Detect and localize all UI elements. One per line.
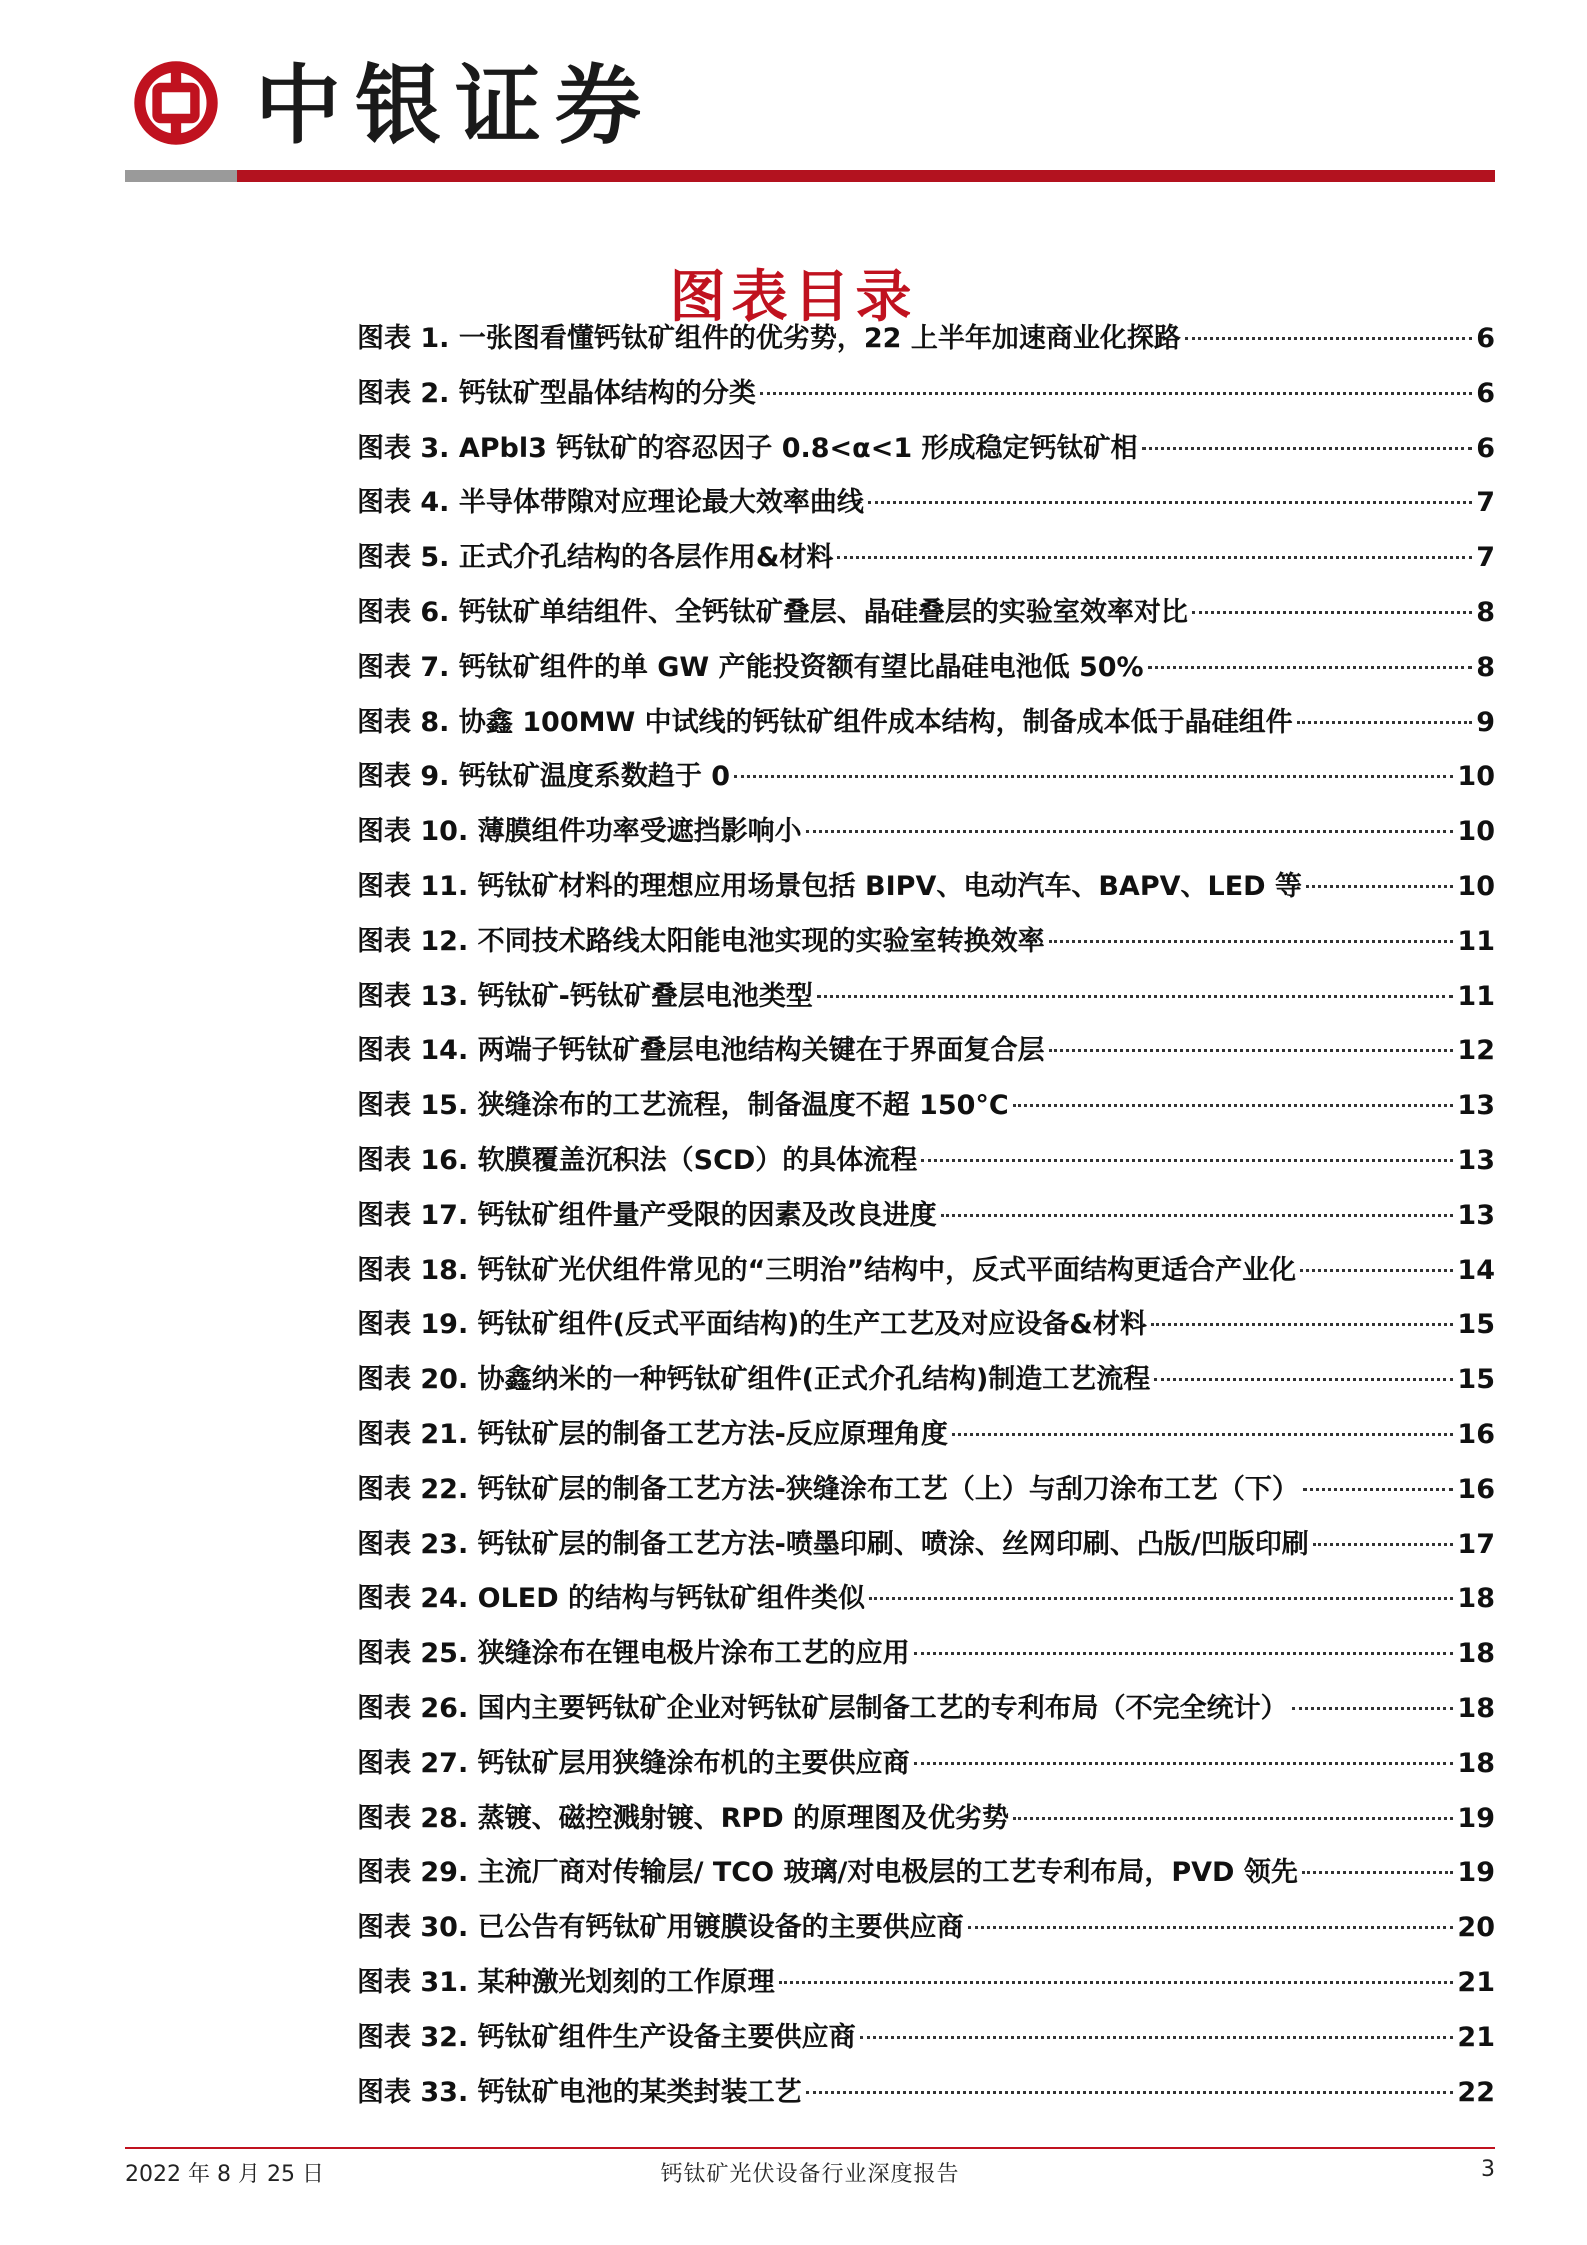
toc-entry-label: 图表 4. 半导体带隙对应理论最大效率曲线 xyxy=(357,487,864,519)
toc-entry-page: 15 xyxy=(1457,1364,1495,1396)
footer-page-number: 3 xyxy=(1481,2157,1495,2182)
toc-entry-page: 13 xyxy=(1457,1144,1495,1176)
page-title: 图表目录 xyxy=(669,264,918,330)
chart-index-list xyxy=(357,316,1495,2124)
toc-entry-page: 6 xyxy=(1476,323,1495,354)
toc-entry[interactable] xyxy=(357,535,1495,590)
toc-entry-page: 6 xyxy=(1476,377,1495,409)
toc-entry-page: 19 xyxy=(1457,1802,1495,1834)
toc-entry-label: 图表 19. 钙钛矿组件(反式平面结构)的生产工艺及对应设备&材料 xyxy=(357,1309,1147,1341)
toc-entry-page: 8 xyxy=(1476,651,1495,683)
toc-leader-dots xyxy=(1192,611,1472,614)
toc-entry-label: 图表 28. 蒸镀、磁控溅射镀、RPD 的原理图及优劣势 xyxy=(357,1802,1010,1834)
toc-entry-page: 8 xyxy=(1476,596,1495,628)
toc-entry[interactable] xyxy=(357,1467,1495,1522)
toc-entry-label: 图表 14. 两端子钙钛矿叠层电池结构关键在于界面复合层 xyxy=(357,1035,1045,1067)
toc-entry[interactable] xyxy=(357,1631,1495,1686)
toc-entry-label: 图表 6. 钙钛矿单结组件、全钙钛矿叠层、晶硅叠层的实验室效率对比 xyxy=(357,596,1188,628)
toc-entry-page: 20 xyxy=(1457,1912,1495,1944)
toc-leader-dots xyxy=(914,1762,1454,1765)
toc-entry-page: 7 xyxy=(1476,542,1495,574)
toc-entry-label: 图表 11. 钙钛矿材料的理想应用场景包括 BIPV、电动汽车、BAPV、LED 等 xyxy=(357,870,1302,902)
toc-entry-label: 图表 23. 钙钛矿层的制备工艺方法-喷墨印刷、喷涂、丝网印刷、凸版/凹版印刷 xyxy=(357,1528,1309,1560)
toc-entry-label: 图表 1. 一张图看懂钙钛矿组件的优劣势，22 上半年加速商业化探路 xyxy=(357,323,1181,354)
toc-leader-dots xyxy=(914,1652,1454,1655)
footer-rule xyxy=(125,2147,1495,2149)
toc-entry[interactable] xyxy=(357,754,1495,809)
toc-leader-dots xyxy=(1049,940,1454,943)
toc-leader-dots xyxy=(952,1433,1454,1436)
toc-entry[interactable] xyxy=(357,1960,1495,2015)
toc-entry-page: 6 xyxy=(1476,432,1495,464)
toc-entry-label: 图表 15. 狭缝涂布的工艺流程，制备温度不超 150°C xyxy=(357,1090,1009,1122)
toc-entry[interactable] xyxy=(357,1357,1495,1412)
toc-entry-label: 图表 25. 狭缝涂布在锂电极片涂布工艺的应用 xyxy=(357,1638,910,1670)
toc-entry-page: 11 xyxy=(1457,925,1495,957)
toc-entry-label: 图表 16. 软膜覆盖沉积法（SCD）的具体流程 xyxy=(357,1144,918,1176)
toc-entry-page: 19 xyxy=(1457,1857,1495,1889)
toc-entry-label: 图表 5. 正式介孔结构的各层作用&材料 xyxy=(357,542,834,574)
toc-leader-dots xyxy=(1300,1269,1453,1272)
toc-entry-label: 图表 10. 薄膜组件功率受遮挡影响小 xyxy=(357,816,802,848)
toc-entry[interactable] xyxy=(357,1576,1495,1631)
toc-leader-dots xyxy=(1302,1871,1454,1874)
toc-entry-page: 13 xyxy=(1457,1090,1495,1122)
toc-entry[interactable] xyxy=(357,480,1495,535)
toc-leader-dots xyxy=(1292,1707,1454,1710)
toc-entry-page: 16 xyxy=(1457,1418,1495,1450)
toc-entry[interactable] xyxy=(357,371,1495,426)
toc-leader-dots xyxy=(941,1214,1454,1217)
toc-leader-dots xyxy=(1148,666,1473,669)
toc-entry[interactable] xyxy=(357,1028,1495,1083)
toc-entry[interactable] xyxy=(357,1302,1495,1357)
toc-entry-label: 图表 24. OLED 的结构与钙钛矿组件类似 xyxy=(357,1583,866,1615)
toc-entry-label: 图表 7. 钙钛矿组件的单 GW 产能投资额有望比晶硅电池低 50% xyxy=(357,651,1144,683)
toc-entry-label: 图表 12. 不同技术路线太阳能电池实现的实验室转换效率 xyxy=(357,925,1045,957)
toc-entry[interactable] xyxy=(357,864,1495,919)
toc-entry-page: 18 xyxy=(1457,1583,1495,1615)
toc-entry[interactable] xyxy=(357,1905,1495,1960)
toc-leader-dots xyxy=(868,501,1472,504)
toc-entry-label: 图表 26. 国内主要钙钛矿企业对钙钛矿层制备工艺的专利布局（不完全统计） xyxy=(357,1692,1288,1724)
toc-leader-dots xyxy=(968,1926,1454,1929)
toc-leader-dots xyxy=(837,556,1472,559)
toc-entry[interactable] xyxy=(357,2015,1495,2070)
toc-entry-label: 图表 9. 钙钛矿温度系数趋于 0 xyxy=(357,761,731,793)
toc-leader-dots xyxy=(1151,1323,1454,1326)
toc-entry-label: 图表 32. 钙钛矿组件生产设备主要供应商 xyxy=(357,2021,856,2053)
toc-entry[interactable] xyxy=(357,1083,1495,1138)
toc-leader-dots xyxy=(1297,721,1473,724)
toc-entry[interactable] xyxy=(357,1193,1495,1248)
toc-entry[interactable] xyxy=(357,974,1495,1029)
toc-entry-page: 9 xyxy=(1476,706,1495,738)
toc-leader-dots xyxy=(1303,1488,1454,1491)
header-rule-red xyxy=(237,170,1495,182)
toc-entry-page: 11 xyxy=(1457,980,1495,1012)
toc-entry-page: 14 xyxy=(1457,1254,1495,1286)
toc-leader-dots xyxy=(869,1597,1453,1600)
toc-leader-dots xyxy=(1049,1049,1454,1052)
toc-entry-label: 图表 18. 钙钛矿光伏组件常见的“三明治”结构中，反式平面结构更适合产业化 xyxy=(357,1254,1297,1286)
footer-report-title: 钙钛矿光伏设备行业深度报告 xyxy=(660,2162,960,2187)
page-footer xyxy=(125,2157,1495,2187)
toc-entry[interactable] xyxy=(357,1522,1495,1577)
toc-entry[interactable] xyxy=(357,426,1495,481)
toc-leader-dots xyxy=(860,2036,1454,2039)
toc-entry-label: 图表 20. 协鑫纳米的一种钙钛矿组件(正式介孔结构)制造工艺流程 xyxy=(357,1364,1151,1396)
toc-entry-label: 图表 31. 某种激光划刻的工作原理 xyxy=(357,1966,775,1998)
toc-entry-page: 18 xyxy=(1457,1692,1495,1724)
toc-entry-page: 17 xyxy=(1457,1528,1495,1560)
header-rule-grey xyxy=(125,170,237,182)
toc-entry[interactable] xyxy=(357,919,1495,974)
toc-entry-label: 图表 29. 主流厂商对传输层/ TCO 玻璃/对电极层的工艺专利布局，PVD 领先 xyxy=(357,1857,1298,1889)
toc-leader-dots xyxy=(779,1981,1454,1984)
toc-entry-label: 图表 2. 钙钛矿型晶体结构的分类 xyxy=(357,377,756,409)
toc-entry[interactable] xyxy=(357,590,1495,645)
footer-date: 2022 年 8 月 25 日 xyxy=(125,2162,324,2187)
bank-of-china-logo xyxy=(133,60,219,146)
toc-entry-page: 22 xyxy=(1457,2076,1495,2108)
toc-leader-dots xyxy=(1185,337,1472,340)
toc-entry-page: 7 xyxy=(1476,487,1495,519)
toc-entry[interactable] xyxy=(357,645,1495,700)
toc-entry[interactable] xyxy=(357,2070,1495,2125)
toc-leader-dots xyxy=(1142,447,1473,450)
toc-entry[interactable] xyxy=(357,316,1495,371)
toc-entry[interactable] xyxy=(357,1248,1495,1303)
toc-leader-dots xyxy=(1313,1543,1454,1546)
toc-leader-dots xyxy=(734,775,1453,778)
toc-leader-dots xyxy=(1013,1104,1454,1107)
toc-entry-page: 10 xyxy=(1457,816,1495,848)
toc-leader-dots xyxy=(806,2091,1454,2094)
toc-entry-label: 图表 22. 钙钛矿层的制备工艺方法-狭缝涂布工艺（上）与刮刀涂布工艺（下） xyxy=(357,1473,1299,1505)
toc-entry-page: 12 xyxy=(1457,1035,1495,1067)
toc-entry-label: 图表 21. 钙钛矿层的制备工艺方法-反应原理角度 xyxy=(357,1418,948,1450)
toc-leader-dots xyxy=(760,392,1472,395)
toc-entry[interactable] xyxy=(357,1850,1495,1905)
toc-entry[interactable] xyxy=(357,1412,1495,1467)
toc-entry[interactable] xyxy=(357,1138,1495,1193)
toc-entry-page: 10 xyxy=(1457,870,1495,902)
toc-entry-label: 图表 30. 已公告有钙钛矿用镀膜设备的主要供应商 xyxy=(357,1912,964,1944)
toc-entry-label: 图表 13. 钙钛矿-钙钛矿叠层电池类型 xyxy=(357,980,813,1012)
toc-leader-dots xyxy=(921,1159,1453,1162)
toc-leader-dots xyxy=(1154,1378,1453,1381)
toc-entry[interactable] xyxy=(357,809,1495,864)
toc-entry-page: 15 xyxy=(1457,1309,1495,1341)
toc-entry-page: 10 xyxy=(1457,761,1495,793)
toc-leader-dots xyxy=(1306,885,1453,888)
toc-entry-label: 图表 27. 钙钛矿层用狭缝涂布机的主要供应商 xyxy=(357,1747,910,1779)
toc-entry-page: 21 xyxy=(1457,2021,1495,2053)
toc-entry-label: 图表 17. 钙钛矿组件量产受限的因素及改良进度 xyxy=(357,1199,937,1231)
toc-entry-page: 16 xyxy=(1457,1473,1495,1505)
toc-leader-dots xyxy=(1013,1817,1453,1820)
toc-leader-dots xyxy=(806,830,1454,833)
toc-entry-page: 13 xyxy=(1457,1199,1495,1231)
toc-entry[interactable] xyxy=(357,1686,1495,1741)
toc-entry[interactable] xyxy=(357,1741,1495,1796)
toc-entry-label: 图表 3. APbl3 钙钛矿的容忍因子 0.8<α<1 形成稳定钙钛矿相 xyxy=(357,432,1138,464)
toc-entry-page: 21 xyxy=(1457,1966,1495,1998)
brand-name: 中银证券 xyxy=(255,56,655,156)
toc-entry-page: 18 xyxy=(1457,1638,1495,1670)
toc-leader-dots xyxy=(817,995,1454,998)
report-header xyxy=(125,48,1495,163)
toc-entry-page: 18 xyxy=(1457,1747,1495,1779)
toc-entry-label: 图表 33. 钙钛矿电池的某类封装工艺 xyxy=(357,2076,802,2108)
toc-entry[interactable] xyxy=(357,1796,1495,1851)
toc-entry-label: 图表 8. 协鑫 100MW 中试线的钙钛矿组件成本结构，制备成本低于晶硅组件 xyxy=(357,706,1293,738)
toc-entry[interactable] xyxy=(357,700,1495,755)
